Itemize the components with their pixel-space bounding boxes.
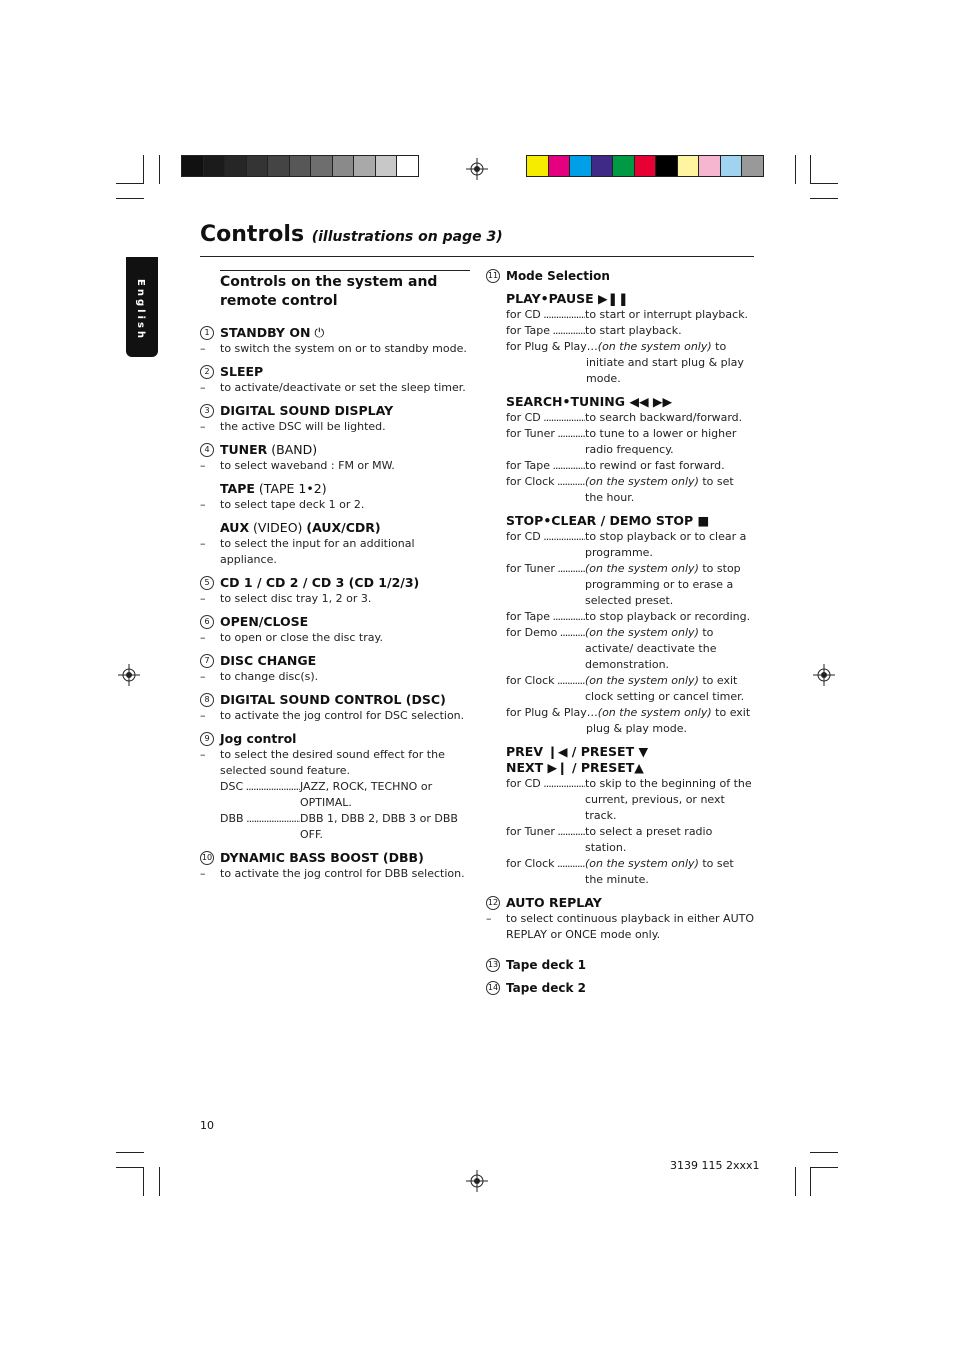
left-column [200,270,470,882]
crop-mark [143,155,144,184]
page-subtitle: (illustrations on page 3) [311,229,503,245]
calibration-swatch [204,156,226,176]
registration-target-icon [466,158,488,180]
control-tape-deck-2: 14 Tape deck 2 [487,981,586,995]
crop-mark [795,155,796,184]
crop-mark [795,1167,796,1196]
calibration-swatch [247,156,269,176]
calibration-swatch [354,156,376,176]
control-tape-deck-1: 13 Tape deck 1 [487,958,586,972]
calibration-swatch [742,156,763,176]
calibration-swatch [549,156,571,176]
crop-mark [159,155,160,184]
page-title: Controls (illustrations on page 3) [200,222,503,247]
crop-mark [810,1152,838,1153]
crop-mark [143,1167,144,1196]
control-standby: 1 STANDBY ON ⏻ – to switch the system on or to standby mode. [200,325,467,355]
section-rule [220,270,470,271]
registration-target-icon [118,664,140,686]
calibration-swatch [656,156,678,176]
calibration-swatch [570,156,592,176]
title-rule [200,256,754,257]
crop-mark [810,1167,811,1196]
calibration-swatch [678,156,700,176]
power-icon: ⏻ [310,325,325,340]
control-jog: 9 Jog control – to select the desired sound effect for the selected sound feature. DSC ..... JAZZ, ROCK, TECHNO or OPTIMAL. DBB ..... DBB 1, DBB 2, DBB 3 or DBB OFF. [220,731,470,843]
calibration-swatch [592,156,614,176]
calibration-swatch [311,156,333,176]
control-dsc: 8 DIGITAL SOUND CONTROL (DSC) – to activate the jog control for DSC selection. [200,692,465,722]
calibration-swatch [182,156,204,176]
crop-mark [810,155,811,184]
crop-mark [116,198,144,199]
mode-prev-next: PREV ❙◀ / PRESET ▼ NEXT ▶❙ / PRESET▲ for CD ..... to skip to the beginning of the current, previous, or next track. for Tuner ..... to select a preset radio station. for Clock ..... (on the system only) to set the minute. [506,744,754,888]
crop-mark [159,1167,160,1196]
crop-mark [810,1167,838,1168]
calibration-swatch [290,156,312,176]
calibration-swatch [225,156,247,176]
crop-mark [810,183,838,184]
control-disc-change: 7 DISC CHANGE – to change disc(s). [200,653,319,683]
jog-row-dbb: DBB ..... DBB 1, DBB 2, DBB 3 or DBB OFF. [220,811,470,843]
crop-mark [810,198,838,199]
calibration-swatch [333,156,355,176]
mode-stop-clear: STOP•CLEAR / DEMO STOP ■ for CD ..... to stop playback or to clear a programme. for Tuner ..... (on the system only) to stop programming or to erase a selected preset. for Tape ..... to stop playback or recording. for Demo ..... (on the system only) to activate/ deactivate the demonstration. for Clock ..... (on the system only) to exit clock setting or cancel timer. for Plug & Play…(on the system only) to exit plug & play mode. [506,513,754,737]
mode-selection: 11 Mode Selection [487,269,610,283]
control-cd-select: 5 CD 1 / CD 2 / CD 3 (CD 1/2/3) – to select disc tray 1, 2 or 3. [200,575,420,605]
crop-mark [116,1167,144,1168]
registration-target-icon [466,1170,488,1192]
jog-row-dsc: DSC ..... JAZZ, ROCK, TECHNO or OPTIMAL. [220,779,470,811]
calibration-swatch [613,156,635,176]
control-digital-sound-display: 3 DIGITAL SOUND DISPLAY – the active DSC will be lighted. [200,403,394,433]
gray-calibration-strip [181,155,419,177]
crop-mark [116,183,144,184]
calibration-swatch [268,156,290,176]
control-open-close: 6 OPEN/CLOSE – to open or close the disc tray. [200,614,383,644]
language-tab: English [126,257,158,357]
crop-mark [116,1152,144,1153]
control-tuner: 4 TUNER (BAND) – to select waveband : FM or MW. [200,442,395,472]
calibration-swatch [397,156,418,176]
calibration-swatch [376,156,398,176]
calibration-swatch [635,156,657,176]
control-tape: TAPE (TAPE 1•2) – to select tape deck 1 or 2. [200,481,365,511]
mode-search-tuning: SEARCH•TUNING ◀◀ ▶▶ for CD ..... to search backward/forward. for Tuner ..... to tune to a lower or higher radio frequency. for Tape ..... to rewind or fast forward. for Clock ..... (on the system only) to set the hour. [506,394,754,506]
registration-target-icon [813,664,835,686]
calibration-swatch [699,156,721,176]
calibration-swatch [527,156,549,176]
right-column [486,268,755,996]
control-auto-replay: 12 AUTO REPLAY – to select continuous playback in either AUTO REPLAY or ONCE mode only. [486,895,755,941]
mode-play-pause: PLAY•PAUSE ▶❚❚ for CD ..... to start or interrupt playback. for Tape ..... to start playback. for Plug & Play…(on the system only) to initiate and start plug & play mode. [506,291,754,387]
document-code: 3139 115 2xxx1 [670,1159,760,1172]
section-title: Controls on the system and remote control [220,274,438,309]
control-dbb: 10 DYNAMIC BASS BOOST (DBB) – to activate the jog control for DBB selection. [200,850,465,880]
page-number: 10 [200,1119,214,1132]
color-calibration-strip [526,155,764,177]
control-sleep: 2 SLEEP – to activate/deactivate or set the sleep timer. [200,364,466,394]
calibration-swatch [721,156,743,176]
control-aux: AUX (VIDEO) (AUX/CDR) – to select the input for an additional appliance. [200,520,415,566]
